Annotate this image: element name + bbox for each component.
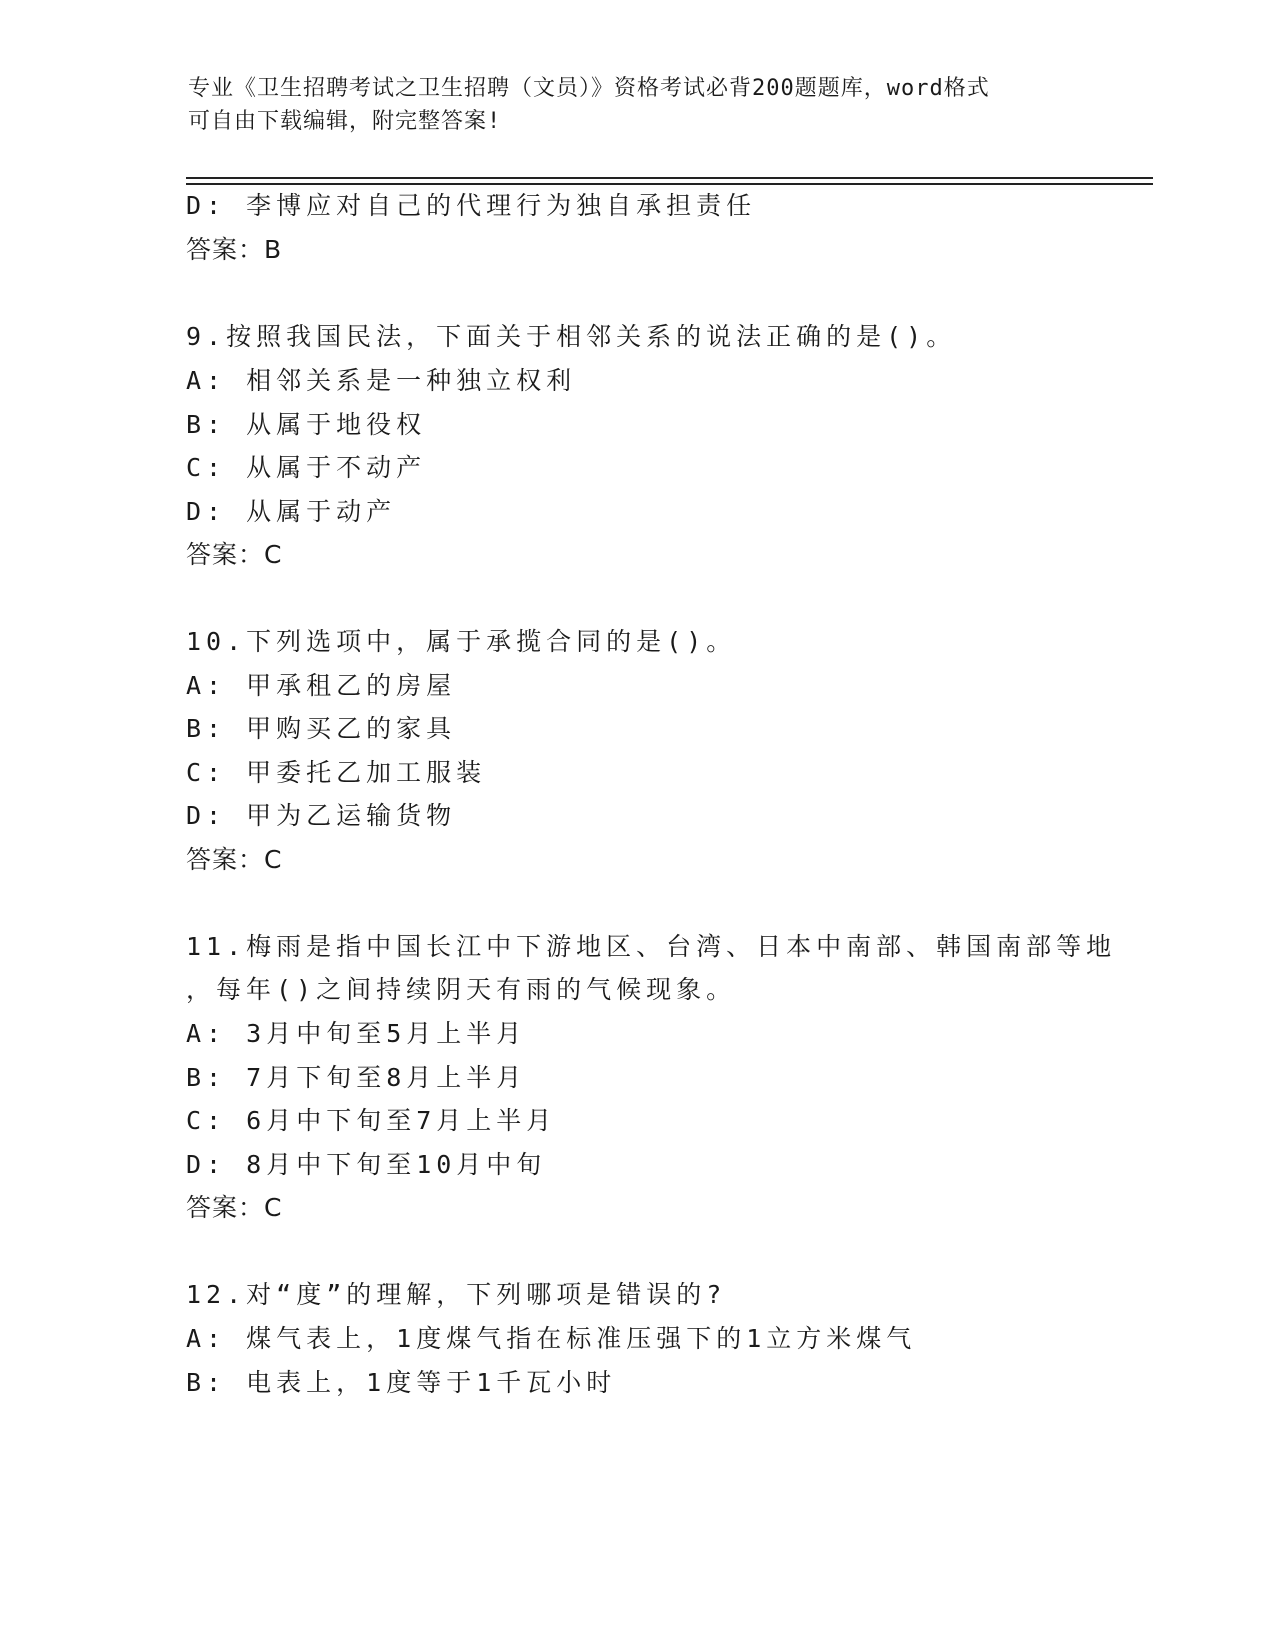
question-11-option-b: B: 7月下旬至8月上半月: [186, 1063, 527, 1092]
document-header: [188, 72, 1088, 138]
question-11-stem-line-1: 11.梅雨是指中国长江中下游地区、台湾、日本中南部、韩国南部等地: [186, 932, 1117, 961]
question-11-option-a: A: 3月中旬至5月上半月: [186, 1019, 527, 1048]
question-10-option-b: B: 甲购买乙的家具: [186, 714, 457, 743]
question-11-option-d: D: 8月中下旬至10月中旬: [186, 1150, 547, 1179]
header-divider-bottom: [186, 183, 1153, 185]
question-9-option-d: D: 从属于动产: [186, 497, 397, 526]
question-12-option-a: A: 煤气表上，1度煤气指在标准压强下的1立方米煤气: [186, 1324, 917, 1353]
question-11-answer: 答案：C: [186, 1193, 283, 1222]
question-10-option-a: A: 甲承租乙的房屋: [186, 671, 457, 700]
question-11-option-c: C: 6月中下旬至7月上半月: [186, 1106, 557, 1135]
question-9-stem: 9.按照我国民法，下面关于相邻关系的说法正确的是()。: [186, 322, 957, 351]
question-10-answer: 答案：C: [186, 845, 283, 874]
header-line-1: 专业《卫生招聘考试之卫生招聘（文员）》资格考试必背200题题库，word格式: [188, 76, 990, 101]
question-10-stem: 10.下列选项中，属于承揽合同的是()。: [186, 627, 737, 656]
question-12-stem: 12.对“度”的理解，下列哪项是错误的?: [186, 1280, 727, 1309]
question-9-option-b: B: 从属于地役权: [186, 410, 427, 439]
question-8-option-d: D: 李博应对自己的代理行为独自承担责任: [186, 191, 757, 220]
question-9-answer: 答案：C: [186, 540, 283, 569]
header-divider-top: [186, 177, 1153, 179]
question-10-option-c: C: 甲委托乙加工服装: [186, 758, 487, 787]
question-8-answer: 答案：B: [186, 235, 283, 264]
question-10-option-d: D: 甲为乙运输货物: [186, 801, 457, 830]
question-12-option-b: B: 电表上，1度等于1千瓦小时: [186, 1368, 617, 1397]
header-line-2: 可自由下载编辑，附完整答案!: [188, 109, 502, 134]
question-9-option-c: C: 从属于不动产: [186, 453, 427, 482]
question-9-option-a: A: 相邻关系是一种独立权利: [186, 366, 577, 395]
question-11-stem-line-2: ，每年()之间持续阴天有雨的气候现象。: [186, 975, 737, 1004]
